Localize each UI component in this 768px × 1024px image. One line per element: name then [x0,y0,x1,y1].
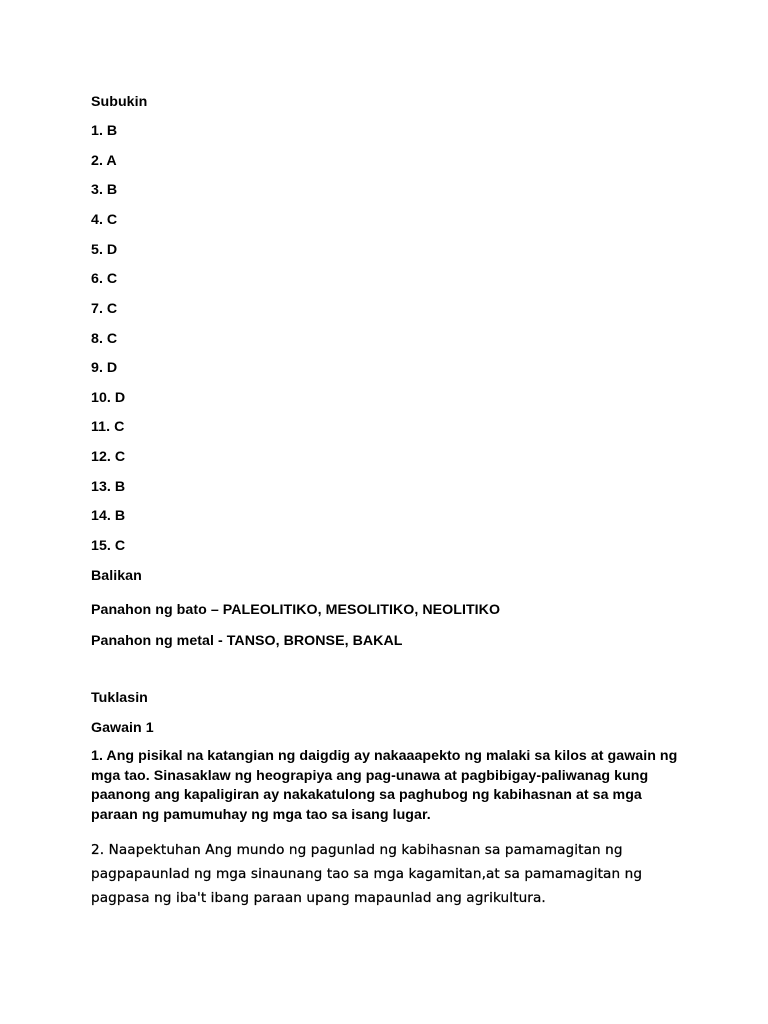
section-heading-subukin: Subukin [91,94,148,110]
answer-item: 9. D [91,360,118,376]
answer-item: 4. C [91,212,118,228]
answer-item: 14. B [91,508,126,524]
answer-item: 7. C [91,301,118,317]
balikan-line-metal: Panahon ng metal - TANSO, BRONSE, BAKAL [91,633,403,649]
gawain-paragraph-1: 1. Ang pisikal na katangian ng daigdig ay nakaaapekto ng malaki sa kilos at gawain ng mga tao. Sinasaklaw ng heograpiya ang pag-unawa at pagbibigay-paliwanag kung paanong ang kapaligiran ay nakakatulong sa paghubog ng kabihasnan at sa mga paraan ng pamumuhay ng mga tao sa isang lugar. [91,748,678,823]
answer-item: 12. C [91,449,126,465]
answer-item: 1. B [91,123,118,139]
section-heading-tuklasin: Tuklasin [91,690,148,706]
balikan-line-bato: Panahon ng bato – PALEOLITIKO, MESOLITIKO, NEOLITIKO [91,602,501,618]
answer-item: 15. C [91,538,126,554]
gawain-heading: Gawain 1 [91,720,154,736]
answer-item: 11. C [91,419,125,435]
section-heading-balikan: Balikan [91,568,142,584]
answer-item: 5. D [91,242,118,258]
gawain-paragraph-2: 2. Naapektuhan Ang mundo ng pagunlad ng kabihasnan sa pamamagitan ng pagpapaunlad ng mga sinaunang tao sa mga kagamitan,at sa pamamagitan ng pagpasa ng iba't ibang paraan upang mapaunlad ang agrikultura. [91,842,643,906]
answer-item: 10. D [91,390,126,406]
answer-item: 2. A [91,153,117,169]
answer-item: 8. C [91,331,118,347]
answer-item: 13. B [91,479,126,495]
answer-item: 6. C [91,271,118,287]
answer-item: 3. B [91,182,118,198]
